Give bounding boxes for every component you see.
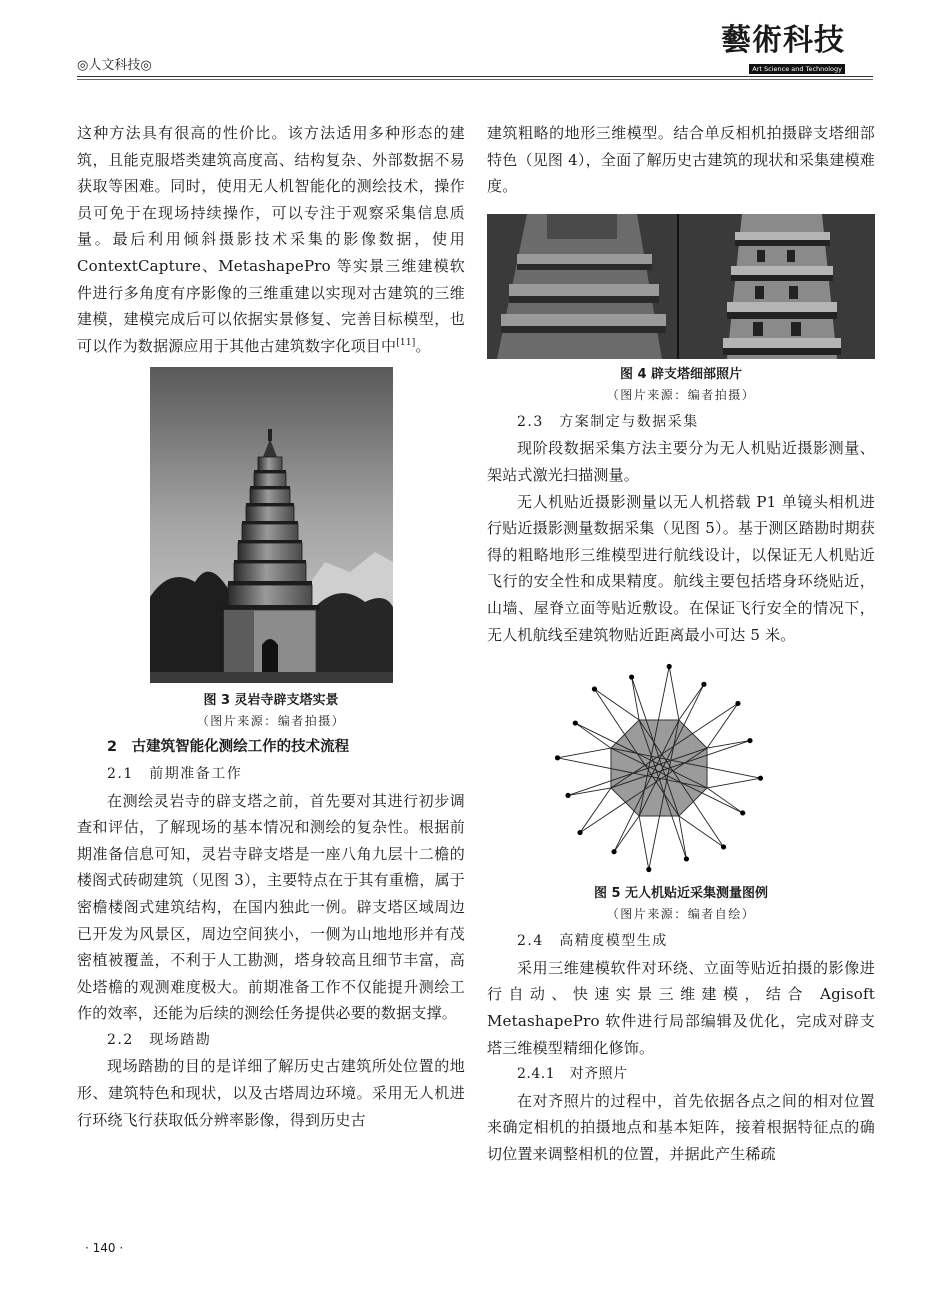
logo-chinese: 藝術科技 bbox=[721, 23, 845, 58]
paragraph: 在对齐照片的过程中，首先依据各点之间的相对位置来确定相机的拍摄地点和基本矩阵，接着根据特征点的确切位置来调整相机的位置，并据此产生稀疏 bbox=[487, 1091, 875, 1163]
flight-line bbox=[639, 816, 649, 869]
logo-english: Art Science and Technology bbox=[749, 64, 845, 74]
header-rule bbox=[77, 76, 873, 77]
camera-point bbox=[646, 867, 651, 872]
flight-line bbox=[558, 748, 611, 758]
paragraph: 无人机贴近摄影测量以无人机搭载 P1 单镜头相机进行贴近摄影测量数据采集（见图 5）。基于测区踏勘时期获得的粗略地形三维模型进行航线设计，以保证无人机贴近飞行的安全性和成果精度。航线主要包括塔身环绕贴近，山墙、屋脊立面等贴近敷设。在保证飞行安全的情况下，无人机航线至建筑物贴近距离最小可达 5 米。 bbox=[487, 492, 875, 644]
flight-line bbox=[568, 788, 611, 796]
flight-path-diagram bbox=[487, 660, 875, 880]
camera-point bbox=[555, 755, 560, 760]
paragraph: 现阶段数据采集方法主要分为无人机贴近摄影测量、架站式激光扫描测量。 bbox=[487, 439, 875, 484]
figure-5-source: （图片来源：编者自绘） bbox=[606, 907, 756, 922]
flight-line bbox=[679, 684, 704, 720]
header-rule-thin bbox=[77, 79, 873, 80]
pagoda-photo bbox=[150, 367, 393, 683]
paragraph: 采用三维建模软件对环绕、立面等贴近拍摄的影像进行自动、快速实景三维建模，结合 Agisoft MetashapePro 软件进行局部编辑及优化，完成对辟支塔三维模型精细化修饰。 bbox=[487, 958, 875, 1057]
subsection-heading: 2.1 前期准备工作 bbox=[107, 765, 243, 782]
subsubsection-heading: 2.4.1 对齐照片 bbox=[517, 1066, 628, 1083]
paragraph: 现场踏勘的目的是详细了解历史古建筑所处位置的地形、建筑特色和现状，以及古塔周边环境。采用无人机进行环绕飞行获取低分辨率影像，得到历史古 bbox=[77, 1057, 465, 1129]
figure-3-source: （图片来源：编者拍摄） bbox=[196, 714, 346, 729]
figure-3 bbox=[77, 367, 465, 731]
flight-line bbox=[707, 741, 750, 749]
flight-line bbox=[679, 816, 687, 859]
flight-line bbox=[669, 667, 679, 720]
figure-5-caption: 图 5 无人机贴近采集测量图例 bbox=[593, 886, 769, 902]
camera-point bbox=[735, 701, 740, 706]
camera-point bbox=[573, 721, 578, 726]
flight-line bbox=[580, 788, 611, 833]
flight-line bbox=[575, 723, 611, 748]
camera-point bbox=[747, 738, 752, 743]
section-label: ◎人文科技◎ bbox=[77, 58, 152, 73]
flight-line bbox=[707, 704, 738, 749]
camera-point bbox=[592, 687, 597, 692]
paragraph: 建筑粗略的地形三维模型。结合单反相机拍摄辟支塔细部特色（见图 4），全面了解历史古建筑的现状和采集建模难度。 bbox=[487, 124, 875, 196]
right-column bbox=[487, 120, 875, 1167]
subsection-heading: 2.3 方案制定与数据采集 bbox=[517, 413, 699, 430]
figure-4 bbox=[487, 214, 875, 405]
section-heading: 2 古建筑智能化测绘工作的技术流程 bbox=[107, 739, 350, 756]
figure-4-source: （图片来源：编者拍摄） bbox=[606, 387, 756, 402]
camera-point bbox=[565, 793, 570, 798]
building-footprint bbox=[611, 720, 707, 816]
camera-point bbox=[740, 810, 745, 815]
pagoda-detail-photos bbox=[487, 214, 875, 359]
flight-line bbox=[632, 677, 640, 720]
camera-point bbox=[701, 682, 706, 687]
camera-point bbox=[629, 675, 634, 680]
subsection-heading: 2.2 现场踏勘 bbox=[107, 1031, 212, 1048]
flight-line bbox=[594, 689, 639, 720]
camera-point bbox=[577, 830, 582, 835]
subsection-heading: 2.4 高精度模型生成 bbox=[517, 933, 668, 950]
page-number: · 140 · bbox=[85, 1241, 124, 1255]
paragraph: 这种方法具有很高的性价比。该方法适用多种形态的建筑，且能克服塔类建筑高度高、结构复杂、外部数据不易获取等困难。同时，使用无人机智能化的测绘技术，操作员可免于在现场持续操作，可以专注于观察采集信息质量。最后利用倾斜摄影技术采集的影像数据，使用 ContextCapture、MetashapePro 等实景三维建模软件进行多角度有序影像的三维重建以实现对古建筑的三维建模，建模完成后可以依据实景修复、完善目标模型，也可以作为数据源应用于其他古建筑数字化项目中[11]。 bbox=[77, 124, 465, 355]
camera-point bbox=[611, 849, 616, 854]
flight-line bbox=[707, 778, 760, 788]
journal-logo bbox=[721, 23, 845, 75]
figure-5 bbox=[487, 660, 875, 924]
camera-point bbox=[721, 844, 726, 849]
citation: [11] bbox=[396, 337, 416, 348]
camera-point bbox=[667, 664, 672, 669]
flight-line bbox=[614, 816, 639, 852]
left-column bbox=[77, 120, 465, 1133]
figure-3-caption: 图 3 灵岩寺辟支塔实景 bbox=[203, 693, 339, 709]
flight-line bbox=[679, 816, 724, 847]
figure-4-caption: 图 4 辟支塔细部照片 bbox=[619, 366, 743, 382]
camera-point bbox=[758, 776, 763, 781]
flight-line bbox=[707, 788, 743, 813]
paragraph: 在测绘灵岩寺的辟支塔之前，首先要对其进行初步调查和评估，了解现场的基本情况和测绘的复杂性。根据前期准备信息可知，灵岩寺辟支塔是一座八角九层十二檐的楼阁式砖砌建筑（见图 3），主要特点在于其有重檐，属于密檐楼阁式建筑结构，在国内独此一例。辟支塔区域周边已开发为风景区，周边空间狭小，一侧为山地地形并有茂密植被覆盖，不利于人工勘测，塔身较高且细节丰富，高处塔檐的观测难度极大。前期准备工作不仅能提升测绘工作的效率，还能为后续的测绘任务提供必要的数据支撑。 bbox=[77, 791, 465, 1023]
camera-point bbox=[684, 856, 689, 861]
